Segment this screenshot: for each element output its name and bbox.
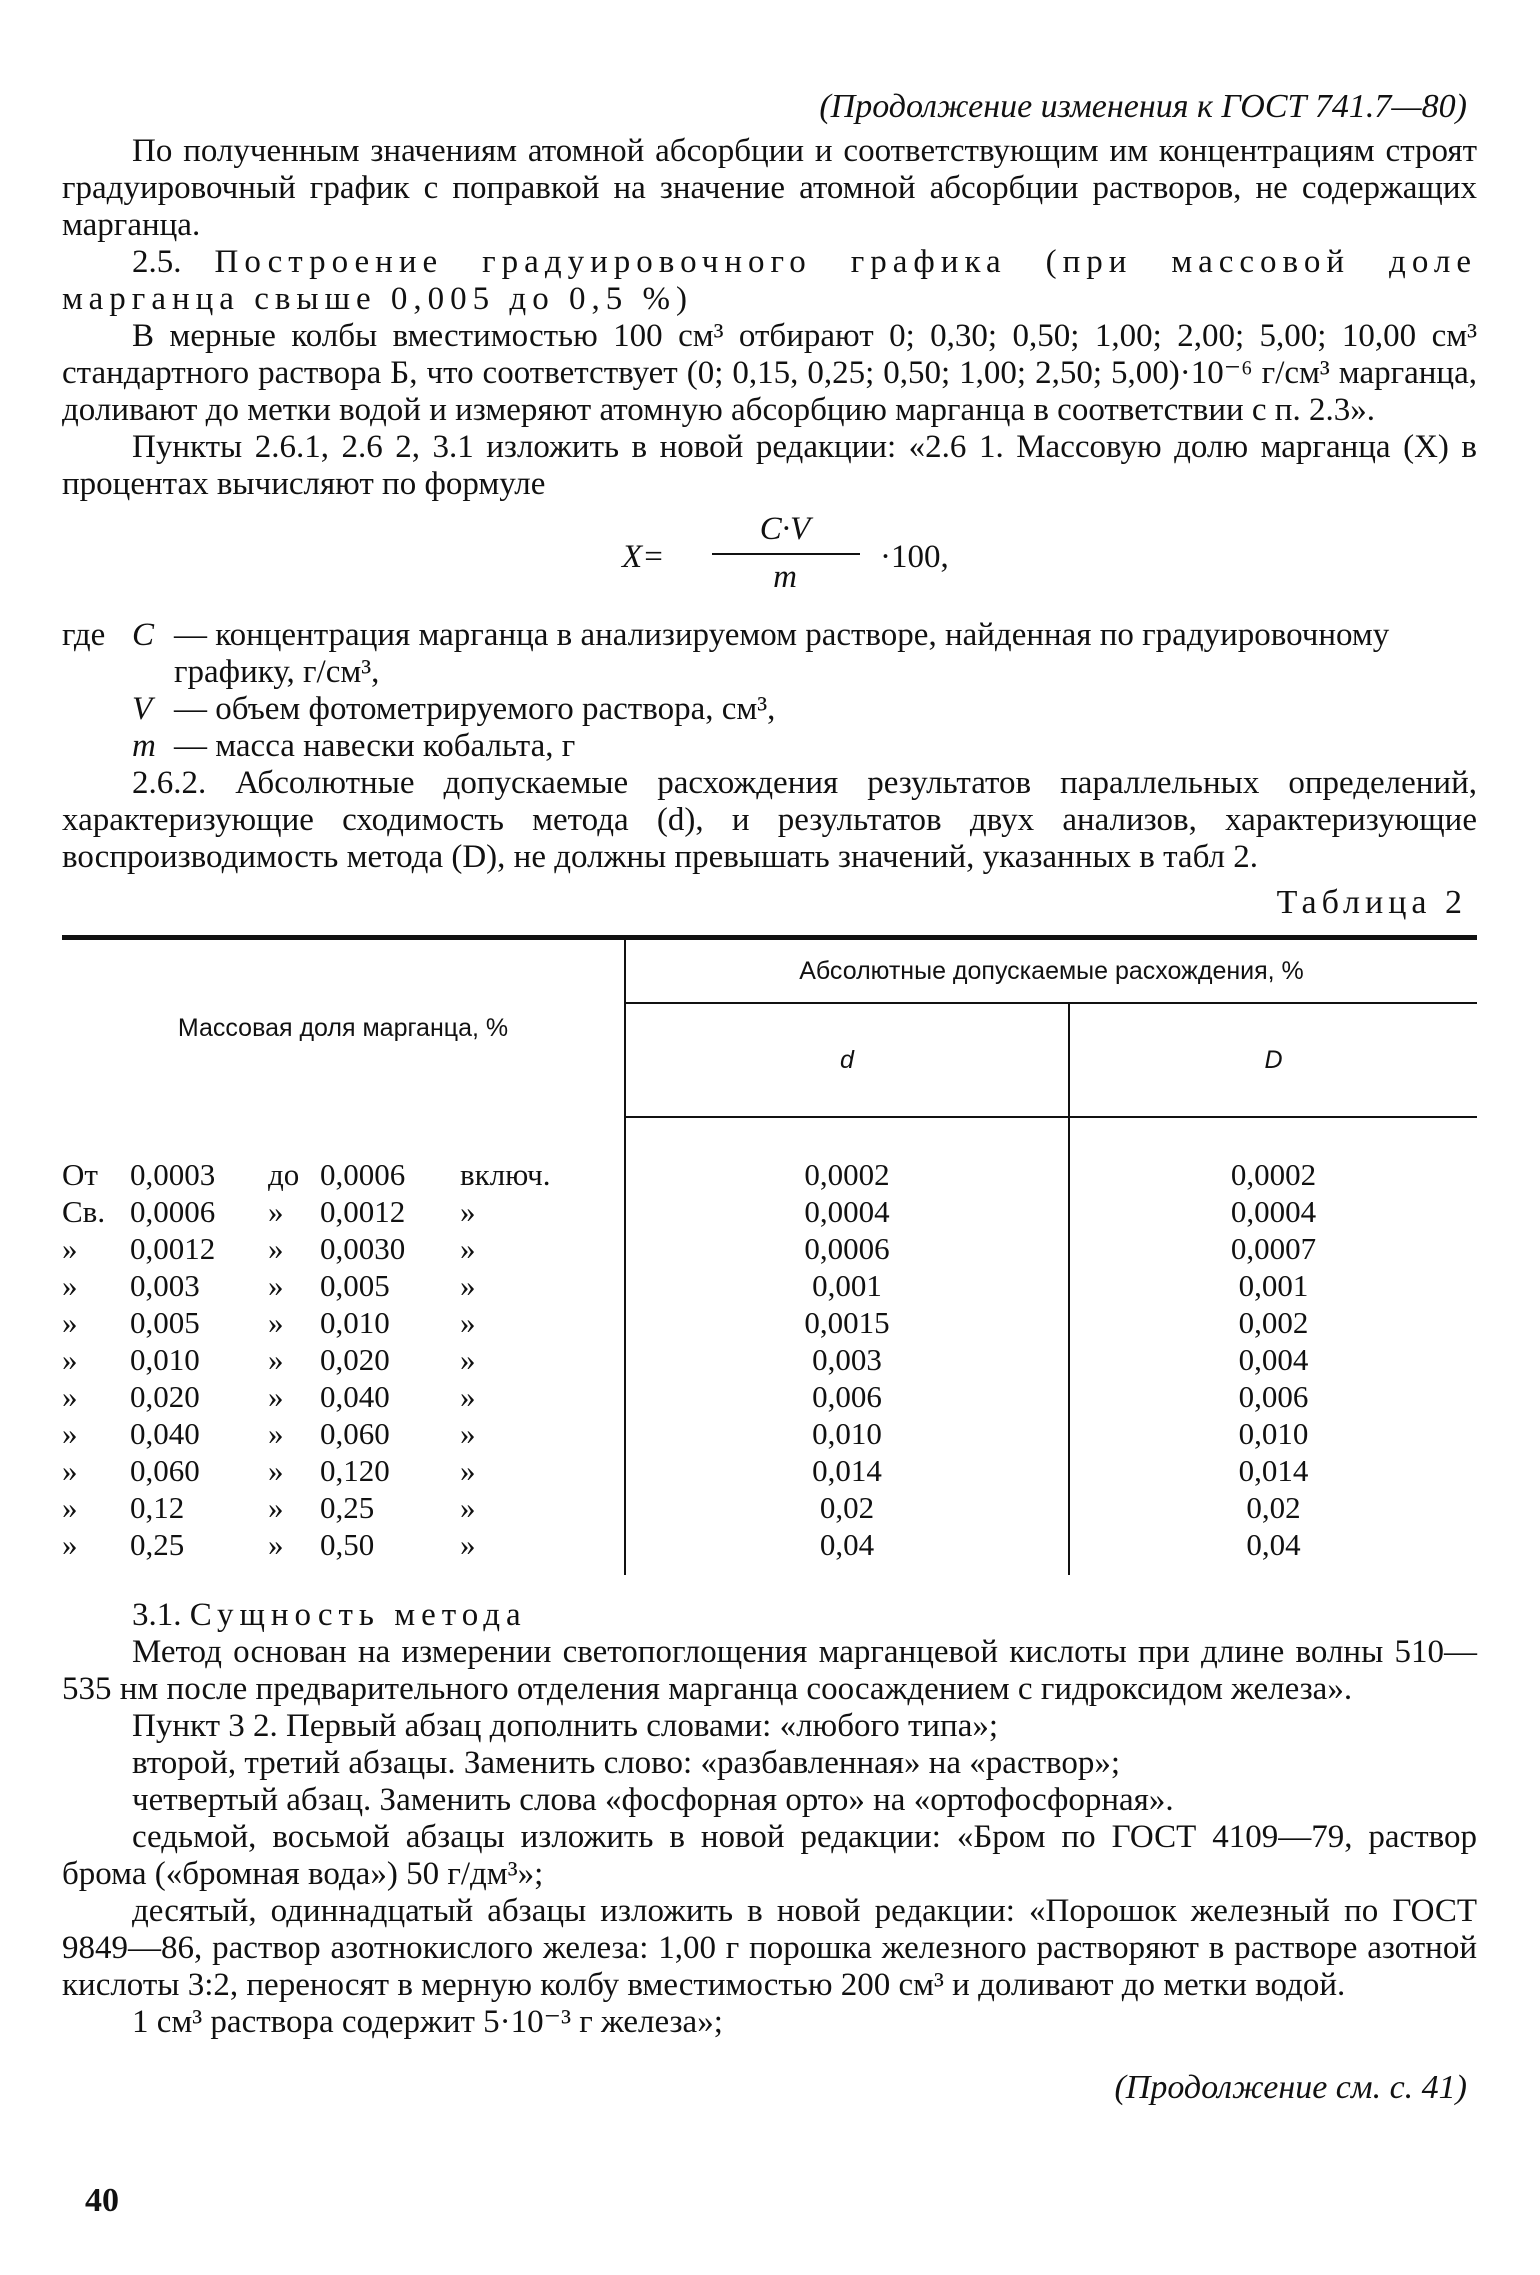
table-row xyxy=(62,1267,1477,1304)
formula-lhs: X= xyxy=(622,539,665,575)
cell-d: 0,02 xyxy=(625,1489,1069,1526)
range-from: 0,020 xyxy=(130,1379,200,1414)
table-caption: Таблица 2 xyxy=(1276,884,1467,921)
paragraph-3-2-seventh: седьмой, восьмой абзацы изложить в новой редакции: «Бром по ГОСТ 4109—79, раствор брома («бромная вода») 50 г/дм³»; xyxy=(62,1819,1477,1892)
paragraph-iron-content: 1 см³ раствора содержит 5·10⁻³ г железа»; xyxy=(132,2004,723,2040)
range-suffix: » xyxy=(460,1194,476,1229)
continuation-header: (Продолжение изменения к ГОСТ 741.7—80) xyxy=(819,88,1467,125)
range-from: 0,0012 xyxy=(130,1231,216,1266)
cell-d: 0,001 xyxy=(625,1267,1069,1304)
definition-prefix xyxy=(62,691,132,728)
range-cell xyxy=(62,1526,625,1575)
table-row xyxy=(62,1193,1477,1230)
range-cell xyxy=(62,1117,625,1193)
table-row xyxy=(62,1117,1477,1193)
cell-D: 0,006 xyxy=(1238,1379,1309,1414)
section-3-1 xyxy=(62,1597,1477,2041)
column-header-mass-fraction: Массовая доля марганца, % xyxy=(62,938,625,1118)
paragraph-3-2-fourth: четвертый абзац. Заменить слова «фосфорная орто» на «ортофосфорная». xyxy=(132,1782,1174,1818)
range-from: 0,12 xyxy=(130,1490,185,1525)
table-row xyxy=(62,1304,1477,1341)
paragraph-3-2-second: второй, третий абзацы. Заменить слово: «разбавленная» на «раствор»; xyxy=(132,1745,1121,1781)
range-to: 0,0012 xyxy=(320,1194,406,1229)
range-separator: » xyxy=(268,1379,284,1414)
range-from: 0,010 xyxy=(130,1342,200,1377)
range-from: 0,040 xyxy=(130,1416,200,1451)
formula-multiplier: ·100, xyxy=(880,539,949,575)
range-cell xyxy=(62,1267,625,1304)
definition-prefix xyxy=(62,728,132,765)
section-3-1-number: 3.1. xyxy=(132,1597,182,1633)
formula-fraction-bar xyxy=(712,553,860,555)
cell-D: 0,04 xyxy=(1246,1527,1301,1562)
paragraph-3-2-first: Пункт 3 2. Первый абзац дополнить словами: «любого типа»; xyxy=(132,1708,999,1744)
range-separator: » xyxy=(268,1416,284,1451)
table-row xyxy=(62,1452,1477,1489)
paragraph-3-2-tenth: десятый, одиннадцатый абзацы изложить в новой редакции: «Порошок железный по ГОСТ 9849—86, раствор азотнокислого железа: 1,00 г порошка железного растворяют в растворе азотной кислоты 3:2, переносят в мерную колбу вместимостью 200 см³ и доливают до метки водой. xyxy=(62,1893,1477,2003)
range-prefix: » xyxy=(62,1305,78,1340)
range-prefix: Св. xyxy=(62,1194,106,1229)
section-2-5-title: Построение градуировочного графика (при массовой доле марганца свыше 0,005 до 0,5 %) xyxy=(62,244,1478,317)
column-header-d: d xyxy=(625,1003,1069,1117)
range-from: 0,005 xyxy=(130,1305,200,1340)
range-suffix: » xyxy=(460,1527,476,1562)
range-prefix: » xyxy=(62,1453,78,1488)
section-3-1-title: Сущность метода xyxy=(189,1597,527,1633)
paragraph-points-revision: Пункты 2.6.1, 2.6 2, 3.1 изложить в новой редакции: «2.6 1. Массовую долю марганца (X) в процентах вычисляют по формуле xyxy=(62,429,1477,502)
range-separator: » xyxy=(268,1453,284,1488)
definition-text: — объем фотометрируемого раствора, см³, xyxy=(174,691,776,727)
range-prefix: » xyxy=(62,1490,78,1525)
range-prefix: » xyxy=(62,1527,78,1562)
cell-d: 0,003 xyxy=(625,1341,1069,1378)
range-suffix: » xyxy=(460,1231,476,1266)
range-to: 0,060 xyxy=(320,1416,390,1451)
range-to: 0,020 xyxy=(320,1342,390,1377)
cell-d: 0,006 xyxy=(625,1378,1069,1415)
tolerance-table xyxy=(62,935,1477,1575)
definition-symbol: m xyxy=(132,728,156,764)
document-page xyxy=(62,88,1477,2106)
range-separator: » xyxy=(268,1490,284,1525)
definition-m xyxy=(62,728,1477,765)
range-cell xyxy=(62,1378,625,1415)
cell-D: 0,014 xyxy=(1238,1453,1309,1488)
range-cell xyxy=(62,1452,625,1489)
range-cell xyxy=(62,1230,625,1267)
cell-D: 0,0004 xyxy=(1230,1194,1317,1229)
range-separator: до xyxy=(268,1156,300,1192)
cell-D: 0,002 xyxy=(1238,1305,1309,1340)
range-separator: » xyxy=(268,1194,284,1229)
definition-v xyxy=(62,691,1477,728)
table-row xyxy=(62,1230,1477,1267)
range-suffix: » xyxy=(460,1416,476,1451)
paragraph-3-1: Метод основан на измерении светопоглощения марганцевой кислоты при длине волны 510—535 нм после предварительного отделения марганца соосаждением с гидроксидом железа». xyxy=(62,1634,1477,1707)
range-suffix: включ. xyxy=(460,1156,551,1192)
column-header-tolerances: Абсолютные допускаемые расхождения, % xyxy=(625,938,1477,1004)
table-row xyxy=(62,1378,1477,1415)
table-row xyxy=(62,1341,1477,1378)
section-2-5-heading xyxy=(62,244,1477,318)
range-to: 0,0006 xyxy=(320,1156,406,1192)
range-prefix: » xyxy=(62,1268,78,1303)
range-prefix: » xyxy=(62,1379,78,1414)
range-separator: » xyxy=(268,1342,284,1377)
definition-prefix: где xyxy=(62,617,106,653)
cell-D: 0,0007 xyxy=(1230,1231,1317,1266)
range-separator: » xyxy=(268,1268,284,1303)
cell-D: 0,001 xyxy=(1238,1268,1309,1303)
table-body xyxy=(62,1117,1477,1575)
formula-numerator: C·V xyxy=(759,511,811,547)
cell-d: 0,0004 xyxy=(625,1193,1069,1230)
range-separator: » xyxy=(268,1231,284,1266)
cell-d: 0,04 xyxy=(625,1526,1069,1575)
range-suffix: » xyxy=(460,1490,476,1525)
range-from: 0,0003 xyxy=(130,1156,216,1192)
range-cell xyxy=(62,1193,625,1230)
range-from: 0,060 xyxy=(130,1453,200,1488)
range-prefix: От xyxy=(62,1156,98,1192)
range-to: 0,25 xyxy=(320,1490,375,1525)
range-from: 0,25 xyxy=(130,1527,185,1562)
range-suffix: » xyxy=(460,1268,476,1303)
formula-definitions xyxy=(62,617,1477,765)
cell-D: 0,0002 xyxy=(1230,1157,1317,1192)
range-to: 0,010 xyxy=(320,1305,390,1340)
range-prefix: » xyxy=(62,1231,78,1266)
range-suffix: » xyxy=(460,1305,476,1340)
range-prefix: » xyxy=(62,1416,78,1451)
range-cell xyxy=(62,1489,625,1526)
range-suffix: » xyxy=(460,1379,476,1414)
range-separator: » xyxy=(268,1305,284,1340)
column-header-D: D xyxy=(1069,1003,1477,1117)
range-prefix: » xyxy=(62,1342,78,1377)
definition-symbol: C xyxy=(132,617,155,653)
paragraph-2-6-2: 2.6.2. Абсолютные допускаемые расхождения результатов параллельных определений, характеризующие сходимость метода (d), и результатов двух анализов, характеризующие воспроизводимость метода (D), не должны превышать значений, указанных в табл 2. xyxy=(62,765,1477,875)
definition-text: — масса навески кобальта, г xyxy=(174,728,576,764)
cell-d: 0,0015 xyxy=(625,1304,1069,1341)
cell-D: 0,02 xyxy=(1246,1490,1301,1525)
cell-d: 0,014 xyxy=(625,1452,1069,1489)
range-cell xyxy=(62,1415,625,1452)
table-row xyxy=(62,1415,1477,1452)
range-to: 0,040 xyxy=(320,1379,390,1414)
range-suffix: » xyxy=(460,1453,476,1488)
range-to: 0,50 xyxy=(320,1527,375,1562)
formula-denominator: m xyxy=(773,559,797,595)
range-cell xyxy=(62,1341,625,1378)
range-from: 0,003 xyxy=(130,1268,200,1303)
range-from: 0,0006 xyxy=(130,1194,216,1229)
range-separator: » xyxy=(268,1527,284,1562)
continuation-footer: (Продолжение см. с. 41) xyxy=(1114,2069,1467,2106)
cell-d: 0,010 xyxy=(625,1415,1069,1452)
range-to: 0,0030 xyxy=(320,1231,406,1266)
range-suffix: » xyxy=(460,1342,476,1377)
range-to: 0,120 xyxy=(320,1453,390,1488)
section-2-5-number: 2.5. xyxy=(132,244,182,280)
definition-symbol: V xyxy=(132,691,153,727)
table-row xyxy=(62,1526,1477,1575)
table-row xyxy=(62,1489,1477,1526)
cell-D: 0,010 xyxy=(1238,1416,1309,1451)
range-cell xyxy=(62,1304,625,1341)
definition-text: — концентрация марганца в анализируемом растворе, найденная по градуировочному графику, г/см³, xyxy=(174,617,1390,690)
definition-c xyxy=(62,617,1477,691)
paragraph-calibration-intro: По полученным значениям атомной абсорбции и соответствующим им концентрациям строят градуировочный график с поправкой на значение атомной абсорбции растворов, не содержащих марганца. xyxy=(62,133,1477,243)
page-number: 40 xyxy=(85,2182,119,2219)
range-to: 0,005 xyxy=(320,1268,390,1303)
paragraph-2-5: В мерные колбы вместимостью 100 см³ отбирают 0; 0,30; 0,50; 1,00; 2,00; 5,00; 10,00 см³ стандартного раствора Б, что соответствует (0; 0,15, 0,25; 0,50; 1,00; 2,50; 5,00)·10⁻⁶ г/см³ марганца, доливают до метки водой и измеряют атомную абсорбцию марганца в соответствии с п. 2.3». xyxy=(62,318,1477,428)
cell-d: 0,0006 xyxy=(625,1230,1069,1267)
mass-fraction-formula xyxy=(62,507,1477,607)
section-3-1-heading xyxy=(62,1597,1477,1634)
cell-d: 0,0002 xyxy=(625,1117,1069,1193)
cell-D: 0,004 xyxy=(1238,1342,1309,1377)
